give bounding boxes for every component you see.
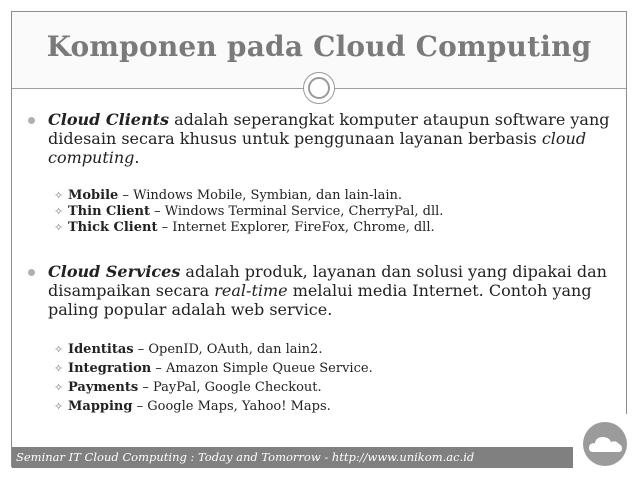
diamond-bullet-icon: ✧ bbox=[54, 189, 64, 202]
bullet-italic: cloud computing bbox=[48, 129, 587, 167]
bullet-text-after: . bbox=[134, 148, 140, 167]
diamond-bullet-icon: ✧ bbox=[54, 381, 64, 394]
cloud-logo-icon bbox=[583, 422, 627, 466]
diamond-bullet-icon: ✧ bbox=[54, 205, 64, 218]
item-term: Mapping bbox=[68, 399, 133, 414]
item-term: Integration bbox=[68, 361, 152, 376]
bullet-dot-icon bbox=[28, 269, 35, 276]
item-text: – Google Maps, Yahoo! Maps. bbox=[132, 399, 331, 414]
bullet-italic: real-time bbox=[214, 281, 288, 300]
item-term: Mobile bbox=[68, 188, 119, 203]
bullet-text: adalah produk, layanan dan solusi yang dipakai dan disampaikan secara bbox=[48, 262, 607, 300]
item-text: – Amazon Simple Queue Service. bbox=[151, 361, 373, 376]
diamond-bullet-icon: ✧ bbox=[54, 343, 64, 356]
ring-emblem-icon bbox=[303, 72, 335, 104]
diamond-bullet-icon: ✧ bbox=[54, 362, 64, 375]
logo bbox=[573, 414, 637, 478]
item-text: – PayPal, Google Checkout. bbox=[138, 380, 322, 395]
item-text: – OpenID, OAuth, dan lain2. bbox=[133, 342, 323, 357]
item-text: – Windows Terminal Service, CherryPal, dll. bbox=[150, 204, 444, 219]
diamond-bullet-icon: ✧ bbox=[54, 221, 64, 234]
item-text: – Windows Mobile, Symbian, dan lain-lain. bbox=[118, 188, 402, 203]
diamond-bullet-icon: ✧ bbox=[54, 400, 64, 413]
footer-text: Seminar IT Cloud Computing : Today and Tomorrow - http://www.unikom.ac.id bbox=[16, 450, 475, 464]
item-term: Payments bbox=[68, 380, 139, 395]
item-term: Thin Client bbox=[68, 204, 150, 219]
item-term: Thick Client bbox=[68, 220, 158, 235]
item-text: – Internet Explorer, FireFox, Chrome, dll. bbox=[157, 220, 435, 235]
bullet-term: Cloud Services bbox=[48, 262, 181, 281]
bullet-dot-icon bbox=[28, 117, 35, 124]
slide bbox=[11, 11, 627, 467]
slide-title: Komponen pada Cloud Computing bbox=[46, 30, 592, 63]
footer-bar bbox=[12, 447, 626, 468]
bullet-text-after: melalui media Internet. Contoh yang paling popular adalah web service. bbox=[48, 281, 592, 319]
bullet-term: Cloud Clients bbox=[48, 110, 169, 129]
item-term: Identitas bbox=[68, 342, 134, 357]
bullet-text: adalah seperangkat komputer ataupun software yang didesain secara khusus untuk penggunaan layanan berbasis bbox=[48, 110, 610, 148]
